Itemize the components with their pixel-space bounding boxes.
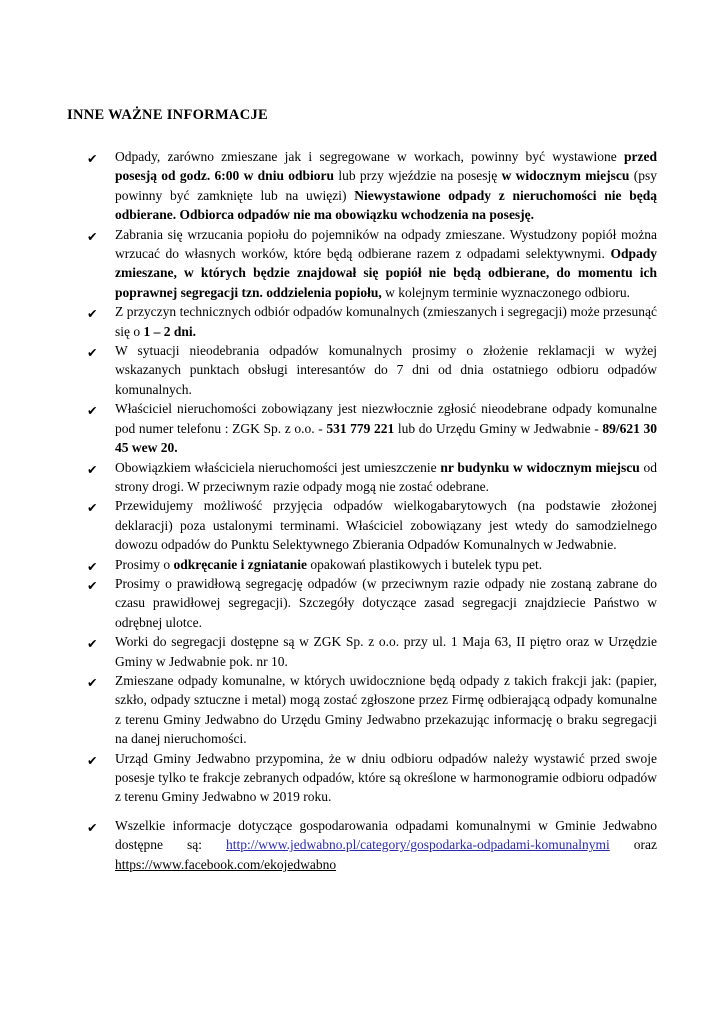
text-segment: Przewidujemy możliwość przyjęcia odpadów wielkogabarytowych (na podstawie złożonej deklaracji) poza ustalonymi terminami. Właściciel zobowiązany jest wtedy do samodzielnego dowozu odpadów do Punktu Selektywnego Zbierania Odpadów Komunalnych w Jedwabnie. xyxy=(115,498,657,553)
text-segment: lub przy wjeździe na posesję xyxy=(334,168,502,184)
text-segment: Prosimy o prawidłową segregację odpadów (w przeciwnym razie odpady nie zostaną zabrane do czasu prawidłowej segregacji). Szczegóły dotyczące zasad segregacji znajdziecie Państwo w odrębnej ulotce. xyxy=(115,575,657,630)
text-segment: opakowań plastikowych i butelek typu pet. xyxy=(307,556,543,572)
checkmark-icon: ✔ xyxy=(87,228,98,244)
text-segment: Zabrania się wrzucania popiołu do pojemników na odpady zmieszane. Wystudzony popiół można wrzucać do własnych worków, które będą odbierane razem z odpadami selektywnymi. xyxy=(115,226,657,262)
bullet-text xyxy=(115,341,657,399)
checkmark-icon: ✔ xyxy=(87,577,98,593)
text-segment: Odpady, zarówno zmieszane jak i segregowane w workach, powinny być wystawione xyxy=(115,149,624,164)
list-item xyxy=(67,749,657,807)
text-segment: lub do Urzędu Gminy w Jedwabnie - xyxy=(394,420,603,436)
bullet-text xyxy=(115,555,657,574)
list-item xyxy=(67,147,657,225)
list-item xyxy=(67,458,657,497)
hyperlink[interactable]: https://www.facebook.com/ekojedwabno xyxy=(115,856,337,872)
bullet-text xyxy=(115,816,657,874)
checkmark-icon: ✔ xyxy=(87,345,98,361)
text-segment: Niewystawione odpady z nieruchomości nie będą odbierane. Odbiorca odpadów nie ma obowiązku wchodzenia na posesję. xyxy=(115,187,657,223)
text-segment: (psy powinny być zamknięte lub na uwięzi) xyxy=(115,168,657,203)
list-item xyxy=(67,225,657,303)
page-title: INNE WAŻNE INFORMACJE xyxy=(67,107,268,123)
list-item xyxy=(67,496,657,554)
text-segment: w kolejnym terminie wyznaczonego odbioru. xyxy=(381,284,630,300)
list-item xyxy=(67,632,657,671)
checkmark-icon: ✔ xyxy=(87,636,98,652)
text-segment: Wszelkie informacje dotyczące gospodarowania odpadami komunalnymi w Gminie Jedwabno dostępne są: xyxy=(115,817,657,853)
text-segment: Z przyczyn technicznych odbiór odpadów komunalnych (zmieszanych i segregacji) może przesunąć się o xyxy=(115,304,657,339)
list-item xyxy=(67,302,657,341)
text-segment: Worki do segregacji dostępne są w ZGK Sp. z o.o. przy ul. 1 Maja 63, II piętro oraz w Urzędzie Gminy w Jedwabnie pok. nr 10. xyxy=(115,634,657,669)
text-segment: odkręcanie i zgniatanie xyxy=(173,556,308,572)
text-segment: nr budynku w widocznym miejscu xyxy=(440,459,640,475)
text-segment: Urząd Gminy Jedwabno przypomina, że w dniu odbioru odpadów należy wystawić przed swoje posesje tylko te frakcje zebranych odpadów, które są określone w harmonogramie odbioru odpadów z terenu Gminy Jedwabno w 2019 roku. xyxy=(115,750,657,805)
checkmark-icon: ✔ xyxy=(87,819,98,835)
bullet-text xyxy=(115,399,657,457)
text-segment: przed posesją od godz. 6:00 w dniu odbioru xyxy=(115,149,657,184)
bullet-text xyxy=(115,671,657,749)
bullet-text xyxy=(115,574,657,632)
hyperlink[interactable]: http://www.jedwabno.pl/category/gospodarka-odpadami-komunalnymi xyxy=(225,837,610,853)
list-item xyxy=(67,341,657,399)
text-segment: Właściciel nieruchomości zobowiązany jest niezwłocznie zgłosić nieodebrane odpady komunalne pod numer telefonu : ZGK Sp. z o.o. - xyxy=(115,401,657,436)
checkmark-icon: ✔ xyxy=(87,403,98,419)
text-segment: 531 779 221 xyxy=(326,420,395,436)
text-segment: W sytuacji nieodebrania odpadów komunalnych prosimy o złożenie reklamacji w wyżej wskazanych punktach obsługi interesantów do 7 dni od dnia ostatniego odbioru odpadów komunalnych. xyxy=(115,343,657,397)
text-segment: oraz xyxy=(609,837,657,853)
text-segment: Zmieszane odpady komunalne, w których uwidocznione będą odpady z takich frakcji jak: (papier, szkło, odpady sztuczne i metal) mogą zostać zgłoszone przez Firmę odbierającą odpady komunalne z terenu Gminy Jedwabno do Urzędu Gminy Jedwabno przekazując informację o braku segregacji na danej nieruchomości. xyxy=(115,672,657,747)
text-segment: Prosimy o xyxy=(115,556,174,572)
text-segment: Odpady zmieszane, w których będzie znajdował się popiół nie będą odbierane, do momentu ich poprawnej segregacji tzn. oddzielenia popiołu, xyxy=(115,246,657,300)
list-item xyxy=(67,671,657,749)
text-segment: od strony drogi. W przeciwnym razie odpady mogą nie zostać odebrane. xyxy=(115,459,658,494)
checkmark-icon: ✔ xyxy=(87,151,98,166)
bullet-text xyxy=(115,496,657,554)
list-item xyxy=(67,816,657,874)
bullet-text xyxy=(115,147,657,225)
bullet-text xyxy=(115,225,657,303)
bullet-text xyxy=(115,458,657,497)
list-item xyxy=(67,574,657,632)
list-item xyxy=(67,555,657,574)
checkmark-icon: ✔ xyxy=(87,306,98,322)
checkmark-icon: ✔ xyxy=(87,558,98,574)
text-segment: Obowiązkiem właściciela nieruchomości jest umieszczenie xyxy=(115,459,441,475)
text-segment: 1 – 2 dni. xyxy=(143,323,197,339)
checkmark-icon: ✔ xyxy=(87,500,98,516)
bullet-text xyxy=(115,632,657,671)
checkmark-icon: ✔ xyxy=(87,752,98,768)
checkmark-icon: ✔ xyxy=(87,674,98,690)
bullet-text xyxy=(115,749,657,807)
text-segment: 89/621 30 45 wew 20. xyxy=(115,420,657,456)
bullet-text xyxy=(115,302,657,341)
text-segment: w widocznym miejscu xyxy=(501,168,630,184)
checkmark-icon: ✔ xyxy=(87,461,98,477)
bullet-list xyxy=(67,147,657,874)
list-item xyxy=(67,399,657,457)
